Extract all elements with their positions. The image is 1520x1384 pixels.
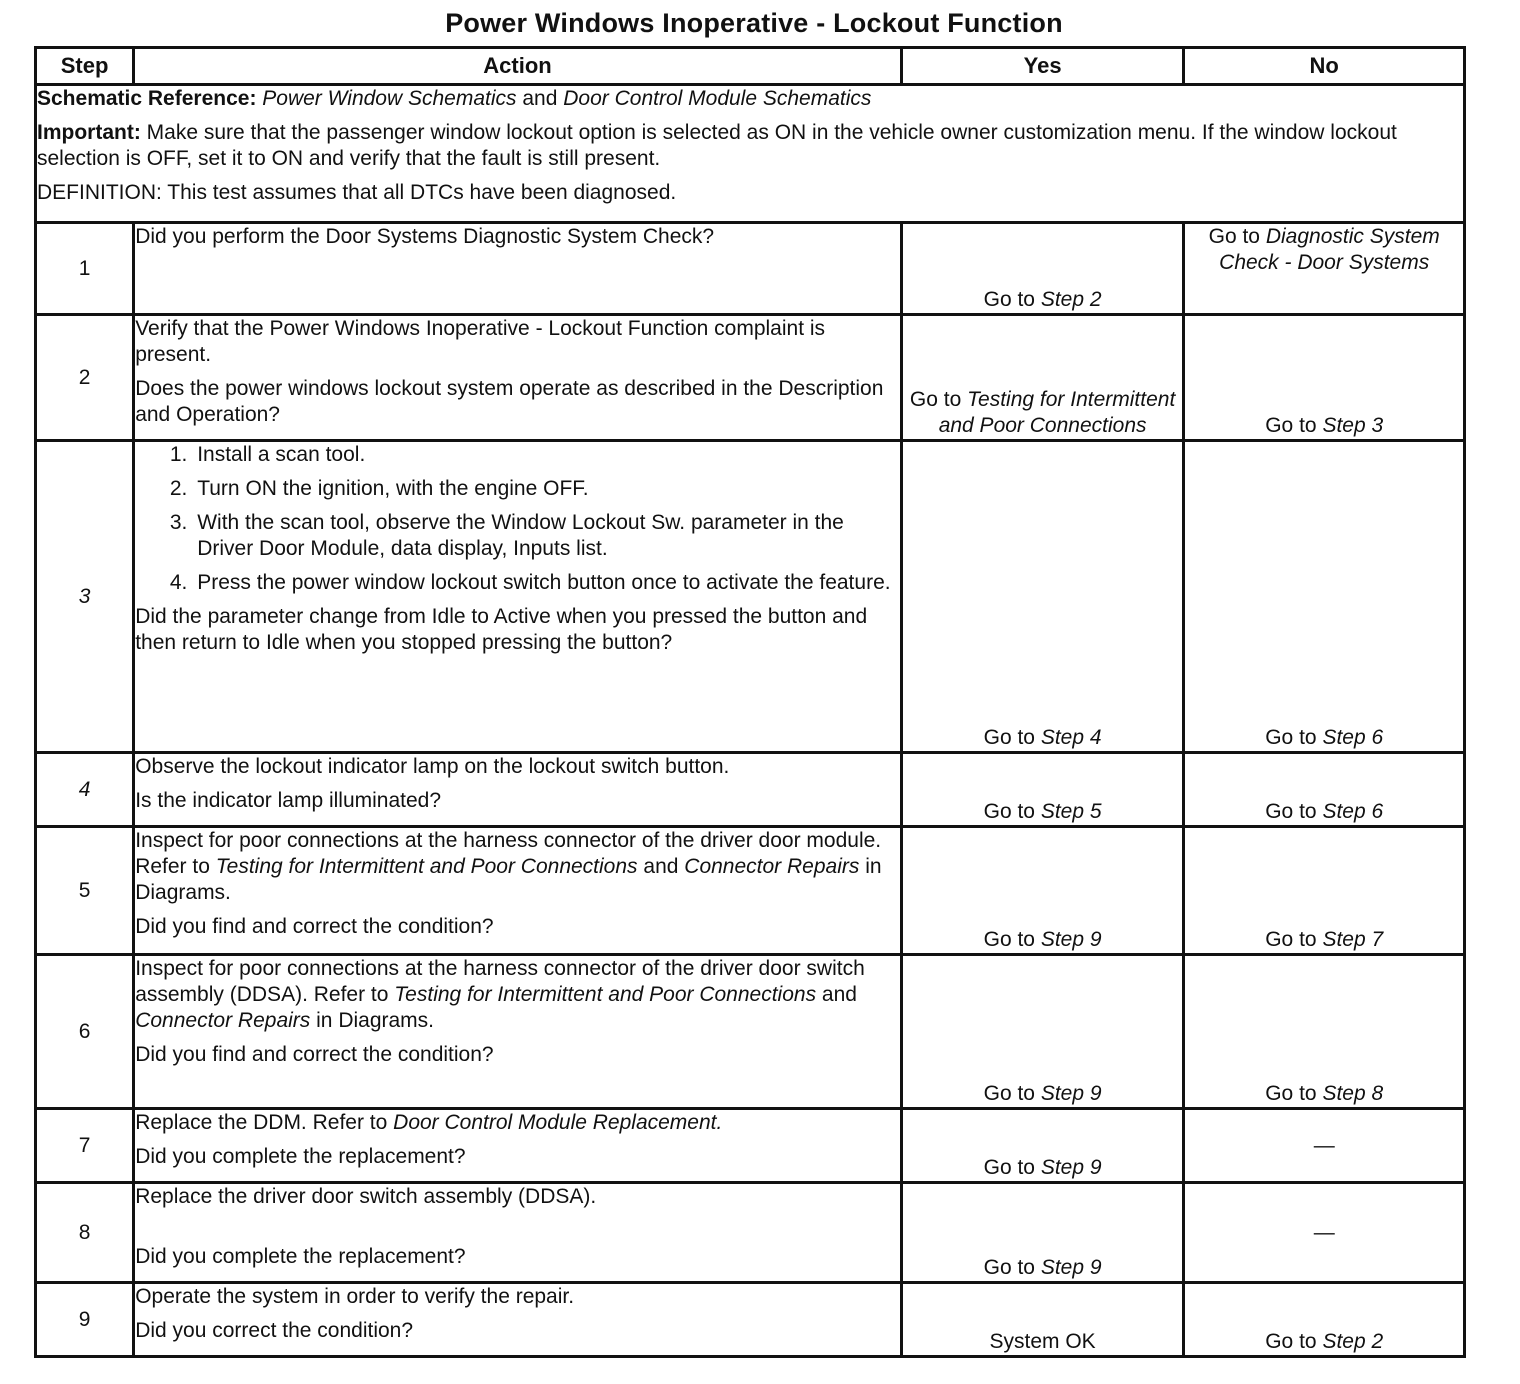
no-cell[interactable] [1184, 223, 1465, 315]
step-number: 5 [36, 827, 134, 955]
action-text-part: and [821, 983, 857, 1006]
yes-link[interactable]: Step 9 [1040, 1156, 1102, 1179]
no-link[interactable]: Diagnostic System Check - Door Systems [1219, 225, 1440, 274]
intro-row [36, 85, 1465, 223]
action-question: Did you find and correct the condition? [135, 1043, 494, 1066]
go-to-label: Go to [1265, 1082, 1317, 1105]
go-to-label: Go to [983, 288, 1035, 311]
action-cell [134, 315, 902, 441]
definition-note: DEFINITION: This test assumes that all DTCs have been diagnosed. [37, 181, 677, 204]
yes-cell[interactable] [901, 1183, 1184, 1283]
yes-link[interactable]: Step 9 [1040, 928, 1102, 951]
step-number: 9 [36, 1283, 134, 1357]
reference-link[interactable]: Connector Repairs [684, 855, 860, 878]
yes-cell[interactable] [901, 753, 1184, 827]
table-row [36, 441, 1465, 753]
table-row [36, 1283, 1465, 1357]
action-text [135, 1110, 900, 1136]
yes-cell[interactable] [901, 955, 1184, 1109]
header-action: Action [134, 48, 902, 85]
go-to-label: Go to [983, 1156, 1035, 1179]
action-question: Did you correct the condition? [135, 1319, 414, 1342]
procedure-item: 4. Press the power window lockout switch button once to activate the feature. [193, 570, 900, 596]
not-applicable-dash: — [1313, 1220, 1335, 1244]
action-cell [134, 1109, 902, 1183]
action-text-part: Replace the DDM. Refer to [135, 1111, 388, 1134]
yes-cell[interactable] [901, 1109, 1184, 1183]
step-number: 3 [36, 441, 134, 753]
action-cell [134, 441, 902, 753]
no-link[interactable]: Step 6 [1322, 800, 1384, 823]
schematic-link-power-window[interactable]: Power Window Schematics [262, 87, 517, 110]
intro-cell [36, 85, 1465, 223]
no-cell [1184, 1109, 1465, 1183]
action-question: Did you complete the replacement? [135, 1245, 466, 1268]
header-step: Step [36, 48, 134, 85]
step-number: 1 [36, 223, 134, 315]
no-cell [1184, 1183, 1465, 1283]
yes-link[interactable]: Step 5 [1040, 800, 1102, 823]
no-cell[interactable] [1184, 441, 1465, 753]
yes-link[interactable]: Step 4 [1040, 726, 1102, 749]
action-text: Operate the system in order to verify the repair. [135, 1285, 575, 1308]
action-text: Verify that the Power Windows Inoperative - Lockout Function complaint is present. [135, 317, 826, 366]
action-text: Observe the lockout indicator lamp on the lockout switch button. [135, 755, 730, 778]
page-title: Power Windows Inoperative - Lockout Function [445, 8, 1063, 38]
action-cell [134, 827, 902, 955]
yes-link[interactable]: Testing for Intermittent and Poor Connections [938, 388, 1176, 437]
yes-cell[interactable] [901, 441, 1184, 753]
go-to-label: Go to [983, 726, 1035, 749]
schematic-and: and [522, 87, 558, 110]
no-link[interactable]: Step 3 [1322, 414, 1384, 437]
system-ok-text: System OK [989, 1330, 1096, 1353]
yes-link[interactable]: Step 9 [1040, 1256, 1102, 1279]
yes-link[interactable]: Step 9 [1040, 1082, 1102, 1105]
procedure-item: 1. Install a scan tool. [193, 442, 900, 468]
procedure-item: 2. Turn ON the ignition, with the engine OFF. [193, 476, 900, 502]
action-text-part: in Diagrams. [316, 1009, 435, 1032]
header-no: No [1184, 48, 1465, 85]
no-cell[interactable] [1184, 1283, 1465, 1357]
schematic-reference [37, 86, 1463, 112]
table-row [36, 1183, 1465, 1283]
action-text-part: in Diagrams. [135, 855, 882, 904]
header-yes: Yes [901, 48, 1184, 85]
no-cell[interactable] [1184, 753, 1465, 827]
go-to-label: Go to [1265, 414, 1317, 437]
action-question: Is the indicator lamp illuminated? [135, 789, 442, 812]
table-row [36, 1109, 1465, 1183]
action-question: Did you perform the Door Systems Diagnostic System Check? [135, 225, 715, 248]
go-to-label: Go to [983, 928, 1035, 951]
action-question: Did you find and correct the condition? [135, 915, 494, 938]
step-number: 7 [36, 1109, 134, 1183]
no-link[interactable]: Step 8 [1322, 1082, 1384, 1105]
important-label: Important: [37, 121, 141, 144]
yes-cell[interactable] [901, 223, 1184, 315]
action-question: Did the parameter change from Idle to Active when you pressed the button and then return to Idle when you stopped pressing the button? [135, 605, 868, 654]
no-link[interactable]: Step 7 [1322, 928, 1384, 951]
action-text [135, 956, 900, 1034]
no-cell[interactable] [1184, 955, 1465, 1109]
action-question: Did you complete the replacement? [135, 1145, 466, 1168]
table-row [36, 223, 1465, 315]
no-cell[interactable] [1184, 315, 1465, 441]
go-to-label: Go to [1265, 928, 1317, 951]
action-cell [134, 955, 902, 1109]
reference-link[interactable]: Testing for Intermittent and Poor Connections [394, 983, 817, 1006]
header-row [36, 48, 1465, 85]
no-link[interactable]: Step 6 [1322, 726, 1384, 749]
diagnostic-table [34, 46, 1466, 1358]
step-number: 2 [36, 315, 134, 441]
no-link[interactable]: Step 2 [1322, 1330, 1384, 1353]
step-number: 8 [36, 1183, 134, 1283]
action-cell [134, 1183, 902, 1283]
yes-link[interactable]: Step 2 [1040, 288, 1102, 311]
go-to-label: Go to [983, 1256, 1035, 1279]
schematic-link-door-control[interactable]: Door Control Module Schematics [563, 87, 872, 110]
go-to-label: Go to [1265, 726, 1317, 749]
action-cell [134, 223, 902, 315]
step-number: 6 [36, 955, 134, 1109]
go-to-label: Go to [909, 388, 962, 411]
action-text-part: Inspect for poor connections at the harness connector of the driver door switch assembly (DDSA). Refer to [135, 957, 865, 1006]
yes-cell [901, 1283, 1184, 1357]
yes-cell[interactable] [901, 315, 1184, 441]
step-number: 4 [36, 753, 134, 827]
go-to-label: Go to [1208, 225, 1260, 248]
action-text [135, 828, 900, 906]
table-row [36, 955, 1465, 1109]
action-question: Does the power windows lockout system operate as described in the Description and Operation? [135, 377, 884, 426]
action-cell [134, 1283, 902, 1357]
table-row [36, 827, 1465, 955]
table-row [36, 753, 1465, 827]
not-applicable-dash: — [1313, 1133, 1335, 1157]
yes-cell[interactable] [901, 827, 1184, 955]
go-to-label: Go to [983, 1082, 1035, 1105]
action-cell [134, 753, 902, 827]
reference-link[interactable]: Door Control Module Replacement. [393, 1111, 723, 1134]
important-note [37, 120, 1463, 172]
procedure-item: 3. With the scan tool, observe the Window Lockout Sw. parameter in the Driver Door Module, data display, Inputs list. [193, 510, 900, 562]
reference-link[interactable]: Testing for Intermittent and Poor Connections [215, 855, 638, 878]
no-cell[interactable] [1184, 827, 1465, 955]
action-text-part: Inspect for poor connections at the harness connector of the driver door module. Refer to [135, 829, 882, 878]
go-to-label: Go to [983, 800, 1035, 823]
schematic-label: Schematic Reference: [37, 87, 257, 110]
reference-link[interactable]: Connector Repairs [135, 1009, 311, 1032]
action-text: Replace the driver door switch assembly (DDSA). [135, 1185, 597, 1208]
important-text: Make sure that the passenger window lockout option is selected as ON in the vehicle owner customization menu. If the window lockout selection is OFF, set it to ON and verify that the fault is still present. [37, 121, 1397, 170]
go-to-label: Go to [1265, 1330, 1317, 1353]
go-to-label: Go to [1265, 800, 1317, 823]
action-text-part: and [643, 855, 679, 878]
procedure-list [135, 442, 900, 596]
table-row [36, 315, 1465, 441]
